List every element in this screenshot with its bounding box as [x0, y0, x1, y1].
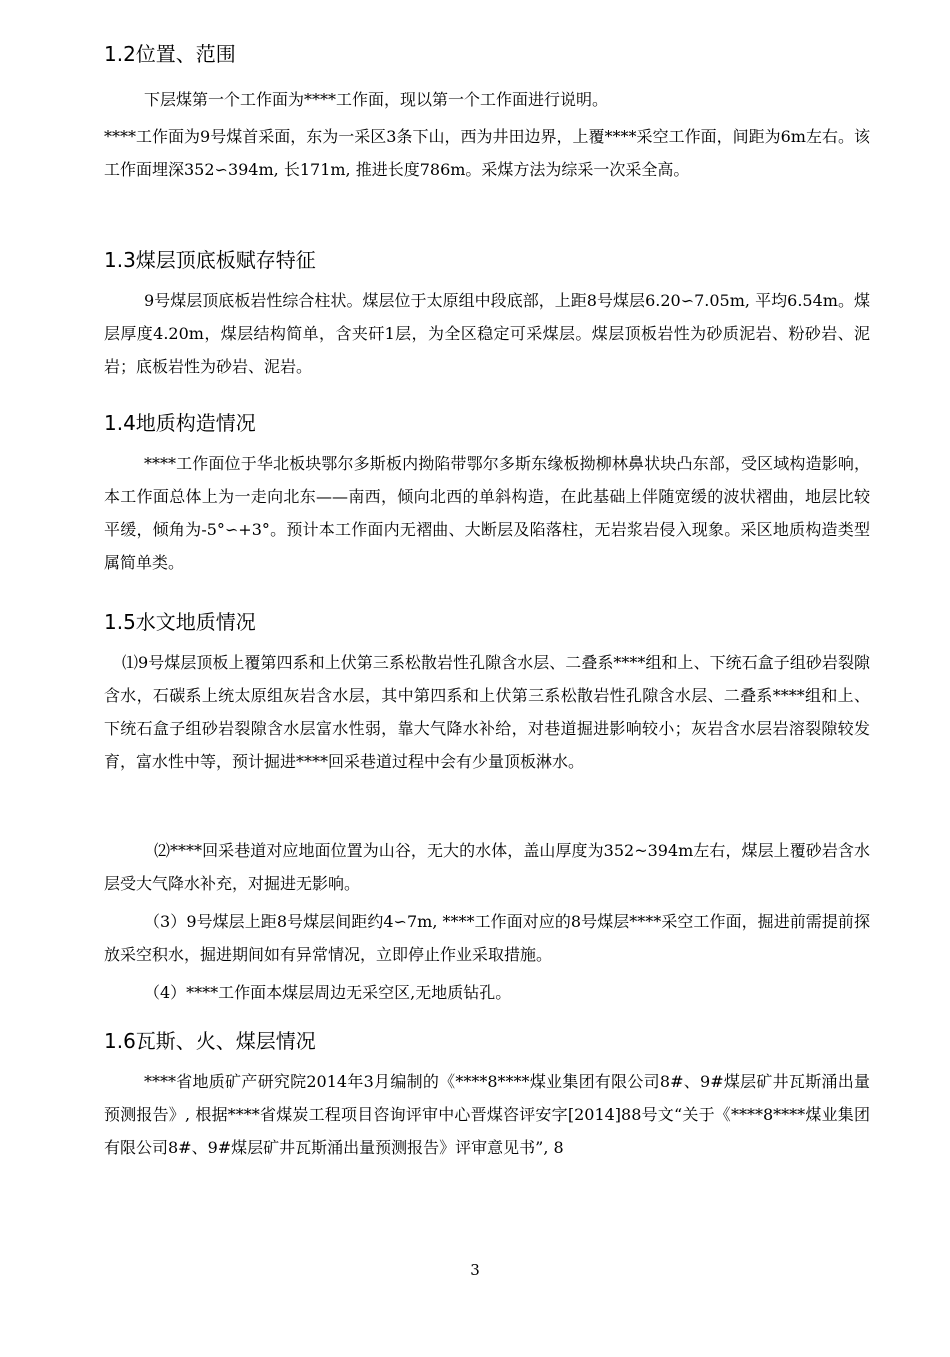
section-heading-1-6: 1.6瓦斯、火、煤层情况 — [104, 1029, 316, 1053]
section-1-5-item-2: ⑵****回采巷道对应地面位置为山谷，无大的水体，盖山厚度为352~394m左右，煤层上覆砂岩含水层受大气降水补充，对掘进无影响。 — [104, 841, 870, 893]
section-1-5-item-3: （3）9号煤层上距8号煤层间距约4∽7m, ****工作面对应的8号煤层****采空工作面，掘进前需提前探放采空积水，掘进期间如有异常情况，立即停止作业采取措施。 — [104, 912, 870, 964]
page-number: 3 — [470, 1261, 480, 1279]
section-1-2-paragraph-2: ****工作面为9号煤首采面，东为一采区3条下山，西为井田边界，上覆****采空工作面，间距为6m左右。该工作面埋深352∽394m, 长171m, 推进长度786m。采煤方法为综采一次采全高。 — [104, 127, 870, 179]
section-1-5-item-4: （4）****工作面本煤层周边无采空区,无地质钻孔。 — [144, 983, 512, 1002]
section-1-3-paragraph-1: 9号煤层顶底板岩性综合柱状。煤层位于太原组中段底部，上距8号煤层6.20∽7.05m, 平均6.54m。煤层厚度4.20m，煤层结构简单，含夹矸1层，为全区稳定可采煤层。煤层顶板岩性为砂质泥岩、粉砂岩、泥岩；底板岩性为砂岩、泥岩。 — [104, 291, 870, 376]
section-1-2-paragraph-1: 下层煤第一个工作面为****工作面，现以第一个工作面进行说明。 — [144, 90, 609, 109]
section-1-6-paragraph-1: ****省地质矿产研究院2014年3月编制的《****8****煤业集团有限公司8#、9#煤层矿井瓦斯涌出量预测报告》, 根据****省煤炭工程项目咨询评审中心晋煤咨评安字[2014]88号文“关于《****8****煤业集团有限公司8#、9#煤层矿井瓦斯涌出量预测报告》评审意见书”, 8 — [104, 1072, 870, 1157]
section-1-4-paragraph-1: ****工作面位于华北板块鄂尔多斯板内拗陷带鄂尔多斯东缘板拗柳林鼻状块凸东部，受区域构造影响，本工作面总体上为一走向北东——南西，倾向北西的单斜构造，在此基础上伴随宽缓的波状褶曲，地层比较平缓，倾角为-5°∽+3°。预计本工作面内无褶曲、大断层及陷落柱，无岩浆岩侵入现象。采区地质构造类型属简单类。 — [104, 454, 870, 572]
section-heading-1-5: 1.5水文地质情况 — [104, 610, 256, 634]
section-heading-1-4: 1.4地质构造情况 — [104, 411, 256, 435]
section-1-5-item-1: ⑴9号煤层顶板上覆第四系和上伏第三系松散岩性孔隙含水层、二叠系****组和上、下统石盒子组砂岩裂隙含水，石碳系上统太原组灰岩含水层，其中第四系和上伏第三系松散岩性孔隙含水层、二叠系****组和上、下统石盒子组砂岩裂隙含水层富水性弱，靠大气降水补给，对巷道掘进影响较小；灰岩含水层岩溶裂隙较发育，富水性中等，预计掘进****回采巷道过程中会有少量顶板淋水。 — [104, 653, 870, 771]
section-heading-1-2: 1.2位置、范围 — [104, 42, 236, 66]
section-heading-1-3: 1.3煤层顶底板赋存特征 — [104, 248, 316, 272]
